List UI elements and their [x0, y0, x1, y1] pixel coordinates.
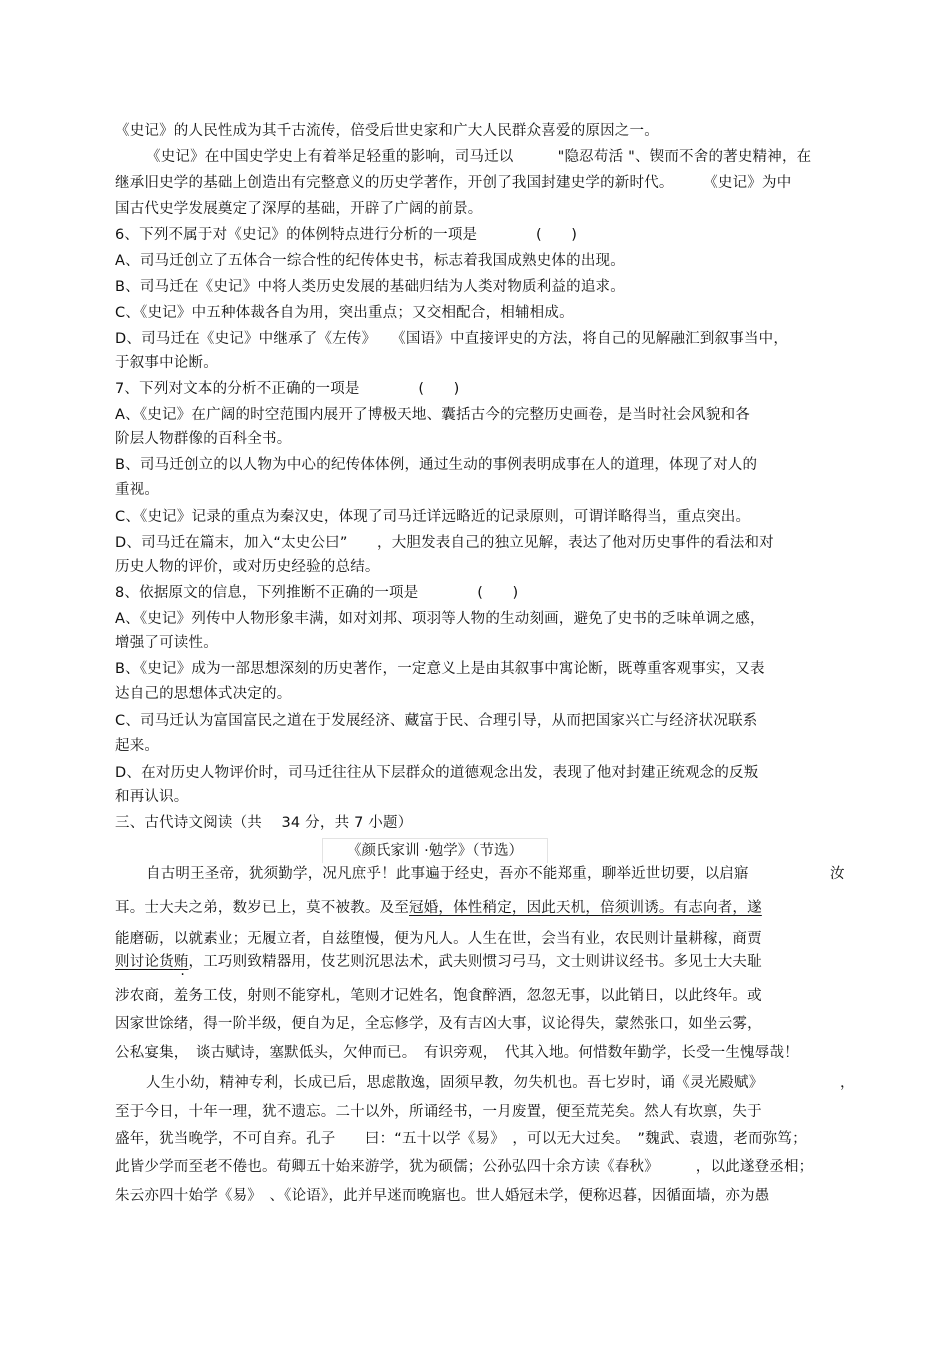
option-8b: B、《史记》成为一部思想深刻的历史著作，一定意义上是由其叙事中寓论断，既尊重客观事实，又表 [115, 661, 765, 677]
option-6b: B、司马迁在《史记》中将人类历史发展的基础归结为人类对物质利益的追求。 [115, 279, 625, 295]
passage-line: 因家世馀绪，得一阶半级，便自为足，全忘修学，及有吉凶大事，议论得失，蒙然张口，如坐云雾， [115, 1016, 762, 1032]
option-7a-cont: 阶层人物群像的百科全书。 [115, 431, 292, 447]
option-7b: B、司马迁创立的以人物为中心的纪传体体例，通过生动的事例表明成事在人的道理，体现了对人的 [115, 457, 758, 473]
passage-text: 耳。士大夫之弟，数岁已上，莫不被教。及至 [115, 900, 409, 916]
underlined-text: 冠婚，体性稍定，因此天机，倍须训诱。有志向者，遂 [409, 900, 762, 916]
poem-title: 《颜氏家训 ·勉学》（节选） [322, 838, 548, 863]
passage-line [115, 952, 762, 972]
option-6a: A、司马迁创立了五体合一综合性的纪传体史书，标志着我国成熟史体的出现。 [115, 253, 625, 269]
option-7d-cont: 历史人物的评价，或对历史经验的总结。 [115, 559, 380, 575]
option-8a-cont: 增强了可读性。 [115, 635, 218, 651]
option-6c: C、《史记》中五种体裁各自为用，突出重点；又交相配合，相辅相成。 [115, 305, 574, 321]
text-line: 继承旧史学的基础上创造出有完整意义的历史学著作，开创了我国封建史学的新时代。 《史记》为中 [115, 175, 792, 191]
option-8c-cont: 起来。 [115, 738, 160, 754]
option-7b-cont: 重视。 [115, 482, 160, 498]
option-8d: D、在对历史人物评价时，司马迁往往从下层群众的道德观念出发，表现了他对封建正统观念的反叛 [115, 765, 759, 781]
option-8c: C、司马迁认为富国富民之道在于发展经济、藏富于民、合理引导，从而把国家兴亡与经济状况联系 [115, 713, 758, 729]
passage-line: 盛年，犹当晚学，不可自弃。孔子 曰：“五十以学《易》 ，可以无大过矣。 ”魏武、袁遗，老而弥笃； [115, 1131, 807, 1147]
passage-line: 涉农商，羞务工伎，射则不能穿札，笔则才记姓名，饱食醉酒，忽忽无事，以此销日，以此终年。或 [115, 988, 762, 1004]
passage-line: 至于今日，十年一理，犹不遗忘。二十以外，所诵经书，一月废置，便至荒芜矣。然人有坎禀，失于 [115, 1104, 762, 1120]
passage-line: 朱云亦四十始学《易》 、《论语》，此并早迷而晚寤也。世人婚冠未学，便称迟暮，因循面墙，亦为愚 [115, 1188, 770, 1204]
question-6: 6、下列不属于对《史记》的体例特点进行分析的一项是 ( ) [115, 227, 578, 243]
text-line: 《史记》的人民性成为其千古流传，倍受后世史家和广大人民群众喜爱的原因之一。 [115, 123, 659, 139]
passage-line: 自古明王圣帝，犹须勤学，况凡庶乎！此事遍于经史，吾亦不能郑重，聊举近世切要，以启寤 [146, 866, 749, 882]
option-8b-cont: 达自己的思想体式决定的。 [115, 686, 292, 702]
text-line: 国古代史学发展奠定了深厚的基础，开辟了广阔的前景。 [115, 201, 483, 217]
section-heading: 三、古代诗文阅读（共 34 分，共 7 小题） [115, 815, 413, 831]
passage-line [115, 898, 762, 918]
passage-line-end: 汝 [830, 866, 845, 882]
option-7d: D、司马迁在篇末，加入“太史公曰” ，大胆发表自己的独立见解，表达了他对历史事件的看法和对 [115, 535, 774, 551]
option-7c: C、《史记》记录的重点为秦汉史，体现了司马迁详远略近的记录原则，可谓详略得当，重点突出。 [115, 509, 751, 525]
option-6d-cont: 于叙事中论断。 [115, 355, 218, 371]
underlined-text: 则讨论货 [115, 954, 174, 970]
option-7a: A、《史记》在广阔的时空范围内展开了博极天地、囊括古今的完整历史画卷，是当时社会风貌和各 [115, 407, 750, 423]
passage-line: 此皆少学而至老不倦也。荀卿五十始来游学，犹为硕儒；公孙弘四十余方读《春秋》 ，以此遂登丞相； [115, 1159, 814, 1175]
question-8: 8、依据原文的信息，下列推断不正确的一项是 ( ) [115, 585, 519, 601]
text-line: 《史记》在中国史学史上有着举足轻重的影响，司马迁以 "隐忍苟活 "、锲而不舍的著史精神，在 [146, 149, 812, 165]
option-8a: A、《史记》列传中人物形象丰满，如对刘邦、项羽等人物的生动刻画，避免了史书的乏味单调之感， [115, 611, 765, 627]
passage-line-end: ， [840, 1075, 855, 1091]
passage-line: 公私宴集， 谈古赋诗，塞默低头，欠伸而已。 有识旁观， 代其入地。何惜数年勤学，长受一生愧辱哉！ [115, 1045, 799, 1061]
dotted-char: 贿 [173, 954, 189, 970]
option-6d: D、司马迁在《史记》中继承了《左传》 《国语》中直接评史的方法，将自己的见解融汇到叙事当中， [115, 331, 789, 347]
question-7: 7、下列对文本的分析不正确的一项是 ( ) [115, 381, 460, 397]
passage-text: ，工巧则致精器用，伎艺则沉思法术，武夫则惯习弓马，文士则讲议经书。多见士大夫耻 [188, 954, 762, 970]
option-8d-cont: 和再认识。 [115, 789, 189, 805]
passage-line: 能磨砺，以就素业；无履立者，自兹堕慢，便为凡人。人生在世，会当有业，农民则计量耕稼，商贾 [115, 931, 762, 947]
passage-line: 人生小幼，精神专利，长成已后，思虑散逸，固须早教，勿失机也。吾七岁时，诵《灵光殿赋》 [146, 1075, 764, 1091]
